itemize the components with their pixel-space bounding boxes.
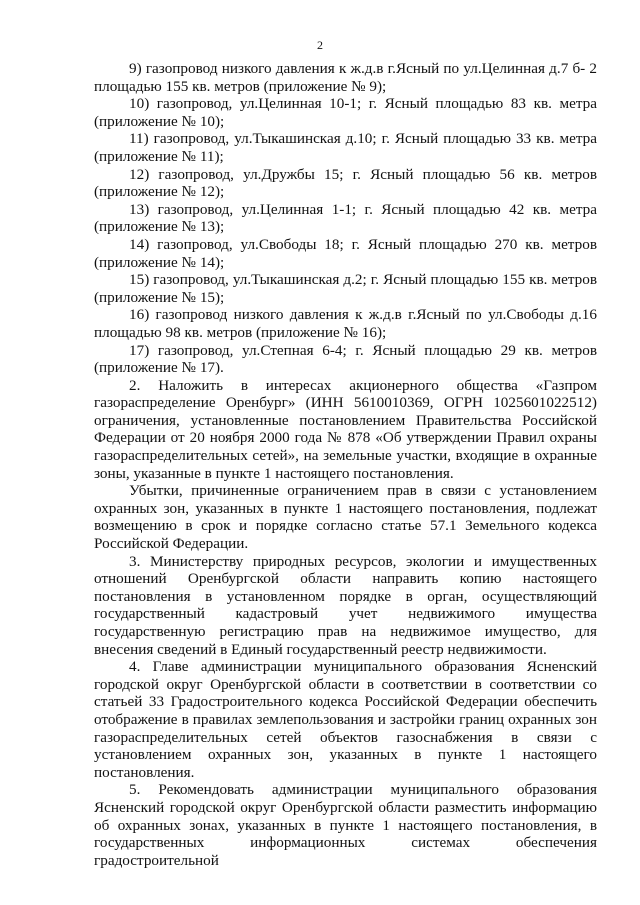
- paragraph-section-5: 5. Рекомендовать администрации муниципального образования Ясненский городской округ Оренбургской области разместить информацию об охранных зонах, указанных в пункте 1 настоящего постановления, в государственных информационных системах обеспечения градостроительной: [94, 781, 597, 869]
- paragraph-item-17: 17) газопровод, ул.Степная 6-4; г. Ясный площадью 29 кв. метров (приложение № 17).: [94, 341, 597, 377]
- paragraph-section-2: 2. Наложить в интересах акционерного общества «Газпром газораспределение Оренбург» (ИНН 5610010369, ОГРН 1025601022512) ограничения, установленные постановлением Правительства Российской Федерации от 20 ноября 2000 года № 878 «Об утверждении Правил охраны газораспределительных сетей», на земельные участки, входящие в охранные зоны, указанные в пункте 1 настоящего постановления.: [94, 376, 597, 482]
- paragraph-item-14: 14) газопровод, ул.Свободы 18; г. Ясный площадью 270 кв. метров (приложение № 14);: [94, 235, 597, 271]
- paragraph-item-13: 13) газопровод, ул.Целинная 1-1; г. Ясный площадью 42 кв. метра (приложение № 13);: [94, 200, 597, 236]
- document-body: [94, 60, 597, 869]
- paragraph-section-3: 3. Министерству природных ресурсов, экологии и имущественных отношений Оренбургской области направить копию настоящего постановления в установленном порядке в орган, осуществляющий государственный кадастровый учет недвижимого имущества государственную регистрацию прав на недвижимое имущество, для внесения сведений в Единый государственный реестр недвижимости.: [94, 552, 597, 658]
- paragraph-item-16: 16) газопровод низкого давления к ж.д.в г.Ясный по ул.Свободы д.16 площадью 98 кв. метров (приложение № 16);: [94, 306, 597, 341]
- paragraph-damages: Убытки, причиненные ограничением прав в связи с установлением охранных зон, указанных в пункте 1 настоящего постановления, подлежат возмещению в срок и порядке согласно статье 57.1 Земельного кодекса Российской Федерации.: [94, 482, 597, 553]
- paragraph-item-9: 9) газопровод низкого давления к ж.д.в г.Ясный по ул.Целинная д.7 б- 2 площадью 155 кв. метров (приложение № 9);: [94, 60, 597, 95]
- paragraph-item-11: 11) газопровод, ул.Тыкашинская д.10; г. Ясный площадью 33 кв. метра (приложение № 11);: [94, 130, 597, 165]
- paragraph-item-15: 15) газопровод, ул.Тыкашинская д.2; г. Ясный площадью 155 кв. метров (приложение № 15);: [94, 271, 597, 306]
- page-number: 2: [317, 38, 323, 52]
- paragraph-section-4: 4. Главе администрации муниципального образования Ясненский городской округ Оренбургской области в соответствии в соответствии со статьей 33 Градостроительного кодекса Российской Федерации обеспечить отображение в правилах землепользования и застройки границ охранных зон газораспределительных сетей объектов газоснабжения в связи с установлением охранных зон, указанных в пункте 1 настоящего постановления.: [94, 658, 597, 781]
- paragraph-item-12: 12) газопровод, ул.Дружбы 15; г. Ясный площадью 56 кв. метров (приложение № 12);: [94, 165, 597, 201]
- paragraph-item-10: 10) газопровод, ул.Целинная 10-1; г. Ясный площадью 83 кв. метра (приложение № 10);: [94, 95, 597, 130]
